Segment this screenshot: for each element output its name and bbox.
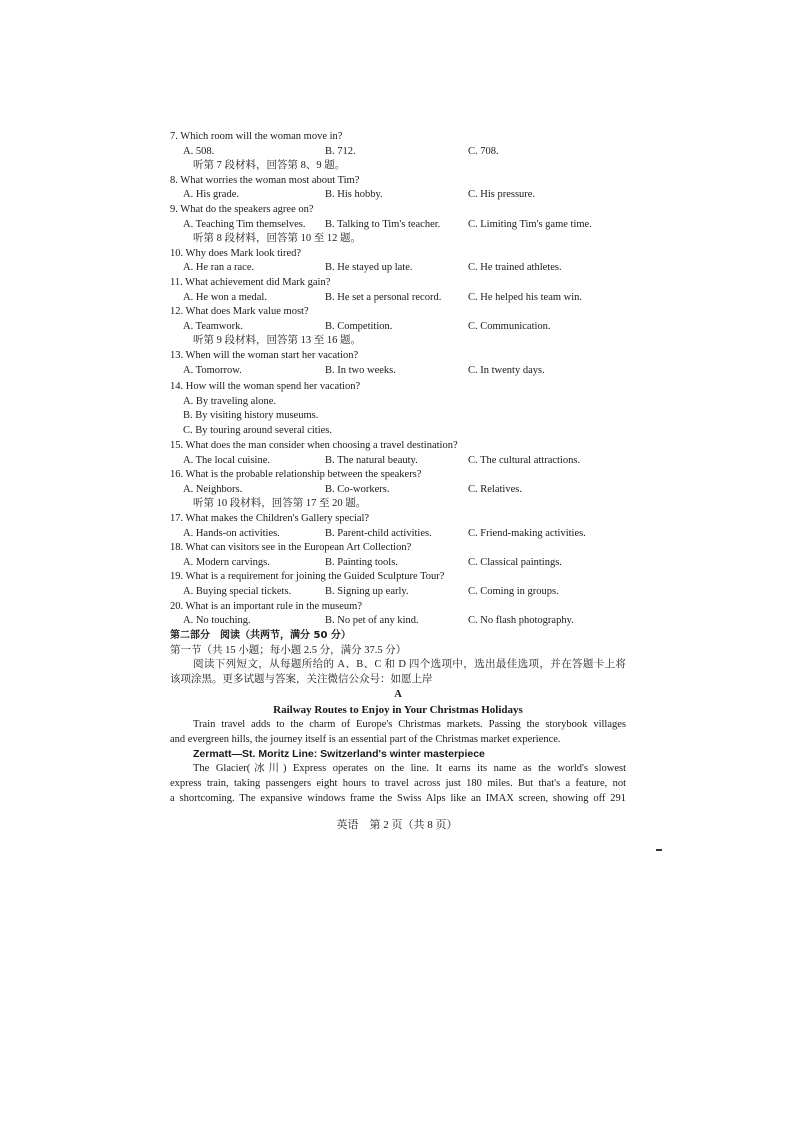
option-c: C. Relatives. — [468, 483, 522, 495]
question-stem: 9. What do the speakers agree on? — [170, 204, 314, 215]
option-a: A. 508. — [183, 145, 215, 157]
option-b: B. Talking to Tim's teacher. — [325, 218, 441, 230]
question-stem: 12. What does Mark value most? — [170, 306, 309, 318]
option-a: A. The local cuisine. — [183, 454, 270, 466]
option-c: C. Limiting Tim's game time. — [468, 218, 592, 230]
option-a: A. Hands-on activities. — [183, 527, 280, 539]
option-b: B. Co-workers. — [325, 483, 390, 495]
option-b: B. In two weeks. — [325, 364, 396, 376]
option-c: C. Communication. — [468, 320, 551, 332]
option-b: B. The natural beauty. — [325, 454, 418, 466]
passage-intro-line-2: and evergreen hills, the journey itself is an essential part of the Christmas market experience. — [170, 734, 561, 745]
option-b: B. No pet of any kind. — [325, 615, 419, 627]
option-b: B. Signing up early. — [325, 586, 409, 597]
passage-subheading: Zermatt—St. Moritz Line: Switzerland's winter masterpiece — [193, 748, 485, 760]
question-stem: 7. Which room will the woman move in? — [170, 131, 343, 142]
listening-instruction: 听第 7 段材料，回答第 8、9 题。 — [193, 160, 346, 172]
passage-body-line-1: The Glacier(冰川) Express operates on the line. It earns its name as the world's slowest — [193, 763, 626, 774]
option-b: B. Competition. — [325, 320, 393, 332]
listening-instruction: 听第 9 段材料，回答第 13 至 16 题。 — [193, 335, 361, 347]
passage-label: A — [394, 689, 402, 700]
option-a: A. Teamwork. — [183, 320, 244, 332]
question-stem: 15. What does the man consider when choosing a travel destination? — [170, 440, 458, 451]
option-b: B. 712. — [325, 145, 356, 157]
question-stem: 20. What is an important rule in the museum? — [170, 600, 362, 612]
part2-heading: 第二部分 阅读（共两节，满分 50 分） — [170, 630, 351, 641]
question-stem: 17. What makes the Children's Gallery special? — [170, 513, 370, 524]
option-c: C. The cultural attractions. — [468, 454, 581, 466]
question-stem: 18. What can visitors see in the European Art Collection? — [170, 542, 412, 554]
passage-body-line-3: a shortcoming. The expansive windows frame the Swiss Alps like an IMAX screen, showing off 291 — [170, 793, 626, 804]
option-c: C. He helped his team win. — [468, 291, 583, 303]
option-b: B. He set a personal record. — [325, 291, 442, 303]
scan-mark — [656, 849, 662, 851]
option-c: C. Classical paintings. — [468, 556, 562, 568]
option-c: C. In twenty days. — [468, 364, 545, 376]
option-c: C. 708. — [468, 145, 499, 157]
option-a: A. No touching. — [183, 615, 251, 627]
instructions-line-2: 该项涂黑。更多试题与答案，关注微信公众号：如愿上岸 — [170, 674, 433, 685]
option-c: C. Coming in groups. — [468, 586, 559, 597]
option-b: B. He stayed up late. — [325, 262, 413, 274]
option-b: B. Painting tools. — [325, 556, 398, 568]
question-stem: 8. What worries the woman most about Tim? — [170, 174, 360, 186]
listening-instruction: 听第 8 段材料，回答第 10 至 12 题。 — [193, 233, 361, 245]
option-c: C. Friend-making activities. — [468, 527, 586, 539]
passage-title: Railway Routes to Enjoy in Your Christmas Holidays — [273, 704, 523, 716]
question-stem: 10. Why does Mark look tired? — [170, 247, 302, 259]
option-a: A. He ran a race. — [183, 262, 255, 274]
option-b: B. His hobby. — [325, 189, 383, 201]
option-a: A. His grade. — [183, 189, 239, 201]
option-a: A. Neighbors. — [183, 483, 243, 495]
question-stem: 11. What achievement did Mark gain? — [170, 277, 331, 288]
option-c: C. By touring around several cities. — [183, 425, 333, 436]
option-c: C. He trained athletes. — [468, 262, 562, 274]
question-stem: 13. When will the woman start her vacation? — [170, 350, 359, 361]
instructions-line-1: 阅读下列短文，从每题所给的 A、B、C 和 D 四个选项中，选出最佳选项，并在答题卡上将 — [193, 659, 626, 670]
option-c: C. No flash photography. — [468, 615, 574, 627]
listening-instruction: 听第 10 段材料，回答第 17 至 20 题。 — [193, 498, 367, 510]
question-14: 14. How will the woman spend her vacation? — [170, 381, 361, 392]
question-stem: 19. What is a requirement for joining the Guided Sculpture Tour? — [170, 571, 445, 583]
option-a: A. Modern carvings. — [183, 556, 270, 568]
passage-body-line-2: express train, taking passengers eight hours to travel across just 180 miles. But that's a feature, not — [170, 778, 626, 789]
page-footer: 英语 第 2 页（共 8 页） — [336, 819, 458, 831]
option-c: C. His pressure. — [468, 189, 536, 201]
option-b: B. Parent-child activities. — [325, 527, 432, 539]
passage-intro-line-1: Train travel adds to the charm of Europe's Christmas markets. Passing the storybook villages — [193, 719, 626, 730]
option-a: A. Tomorrow. — [183, 364, 242, 376]
section1-heading: 第一节（共 15 小题；每小题 2.5 分，满分 37.5 分） — [170, 645, 407, 656]
option-a: A. Teaching Tim themselves. — [183, 218, 306, 230]
question-stem: 16. What is the probable relationship between the speakers? — [170, 469, 422, 481]
option-a: A. Buying special tickets. — [183, 586, 292, 597]
option-a: A. He won a medal. — [183, 291, 267, 303]
option-a: A. By traveling alone. — [183, 396, 277, 407]
option-b: B. By visiting history museums. — [183, 410, 319, 421]
